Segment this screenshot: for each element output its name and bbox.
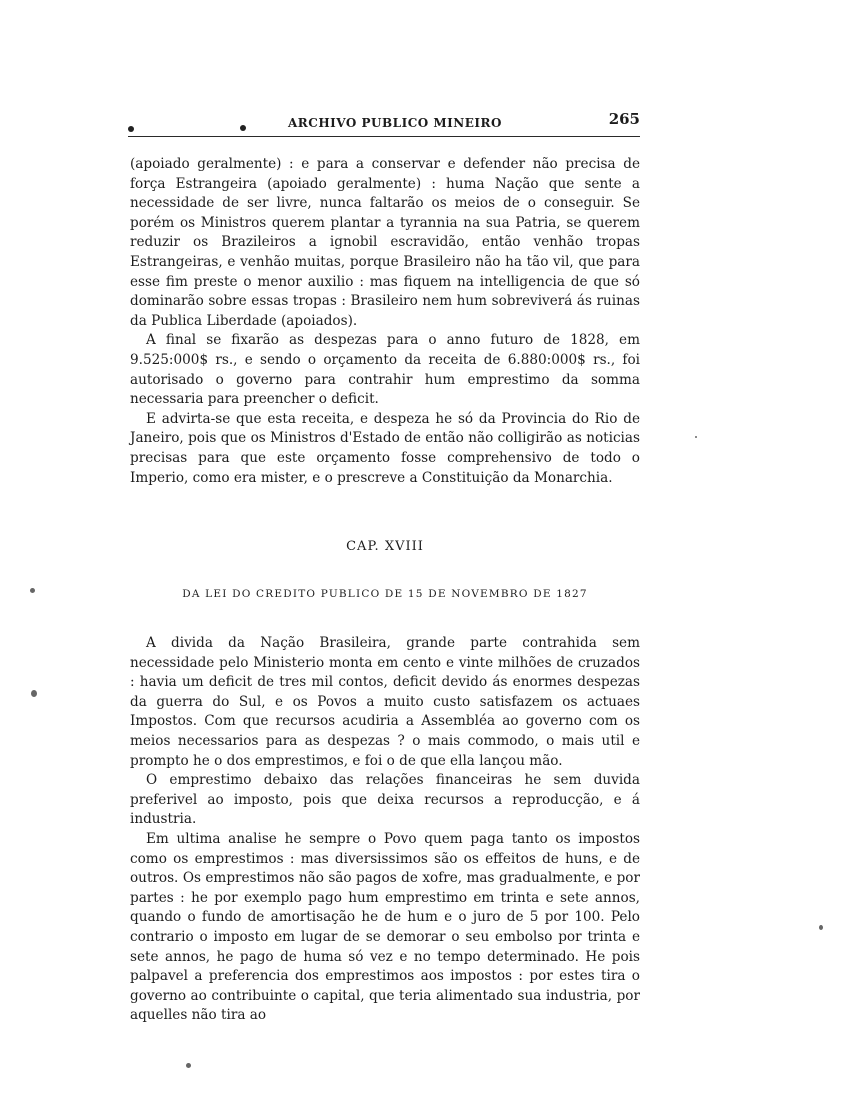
paragraph: A divida da Nação Brasileira, grande parte contrahida sem necessidade pelo Ministerio monta em cento e vinte milhões de cruzados : havia um deficit de tres mil contos, deficit devido ás enormes despezas da guerra do Sul, e os Povos a muito custo satisfazem os actuaes Impostos. Com que recursos acudiria a Assembléa ao governo com os meios necessarios para as despezas ? o mais commodo, o mais util e prompto he o dos emprestimos, e foi o de que ella lançou mão.: [130, 635, 640, 769]
body-text-top: [130, 155, 640, 488]
header-rule: [128, 136, 640, 137]
scan-speck: [819, 925, 823, 930]
ornament-dot: [128, 126, 134, 132]
chapter-heading: CAP. XVIII: [346, 539, 424, 554]
paragraph: Em ultima analise he sempre o Povo quem paga tanto os impostos como os emprestimos : mas diversissimos são os effeitos de huns, e de outros. Os emprestimos não são pagos de xofre, mas gradualmente, e por partes : he por exemplo pago hum emprestimo em trinta e sete annos, quando o fundo de amortisação he de hum e o juro de 5 por 100. Pelo contrario o imposto em lugar de se demorar o seu embolso por trinta e sete annos, he pago de huma só vez e no tempo determinado. He pois palpavel a preferencia dos emprestimos aos impostos : por estes tira o governo ao contribuinte o capital, que teria alimentado sua industria, por aquelles não tira ao: [130, 830, 640, 1024]
body-text-bottom: [130, 634, 640, 1026]
ornament-dot: [240, 125, 246, 131]
paragraph: (apoiado geralmente) : e para a conservar e defender não precisa de força Estrangeira (apoiado geralmente) : huma Nação que sente a necessidade de ser livre, nunca faltarão os meios de o conseguir. Se porém os Ministros querem plantar a tyrannia na sua Patria, se querem reduzir os Brazileiros a ignobil escravidão, então venhão tropas Estrangeiras, e venhão muitas, porque Brasileiro não ha tão vil, que para esse fim preste o menor auxilio : mas fiquem na intelligencia de que só dominarão sobre essas tropas : Brasileiro nem hum sobreviverá ás ruinas da Publica Liberdade (apoiados).: [130, 156, 640, 329]
chapter-subtitle: DA LEI DO CREDITO PUBLICO DE 15 DE NOVEMBRO DE 1827: [182, 588, 588, 600]
paragraph: O emprestimo debaixo das relações financeiras he sem duvida preferivel ao imposto, pois que deixa recursos a reproducção, e á industria.: [130, 772, 640, 828]
scan-speck: [186, 1063, 191, 1068]
scan-speck: [30, 588, 35, 593]
header-title: ARCHIVO PUBLICO MINEIRO: [288, 116, 502, 130]
scan-speck: [695, 436, 697, 438]
paragraph: E advirta-se que esta receita, e despeza he só da Provincia do Rio de Janeiro, pois que os Ministros d'Estado de então não colligirão as noticias precisas para que este orçamento fosse comprehensivo de todo o Imperio, como era mister, e o prescreve a Constituição da Monarchia.: [130, 410, 640, 486]
running-header: [128, 110, 640, 138]
scan-speck: [31, 690, 37, 697]
paragraph: A final se fixarão as despezas para o anno futuro de 1828, em 9.525:000$ rs., e sendo o orçamento da receita de 6.880:000$ rs., foi autorisado o governo para contrahir hum emprestimo da somma necessaria para preencher o deficit.: [130, 332, 640, 408]
page-number: 265: [608, 110, 640, 128]
